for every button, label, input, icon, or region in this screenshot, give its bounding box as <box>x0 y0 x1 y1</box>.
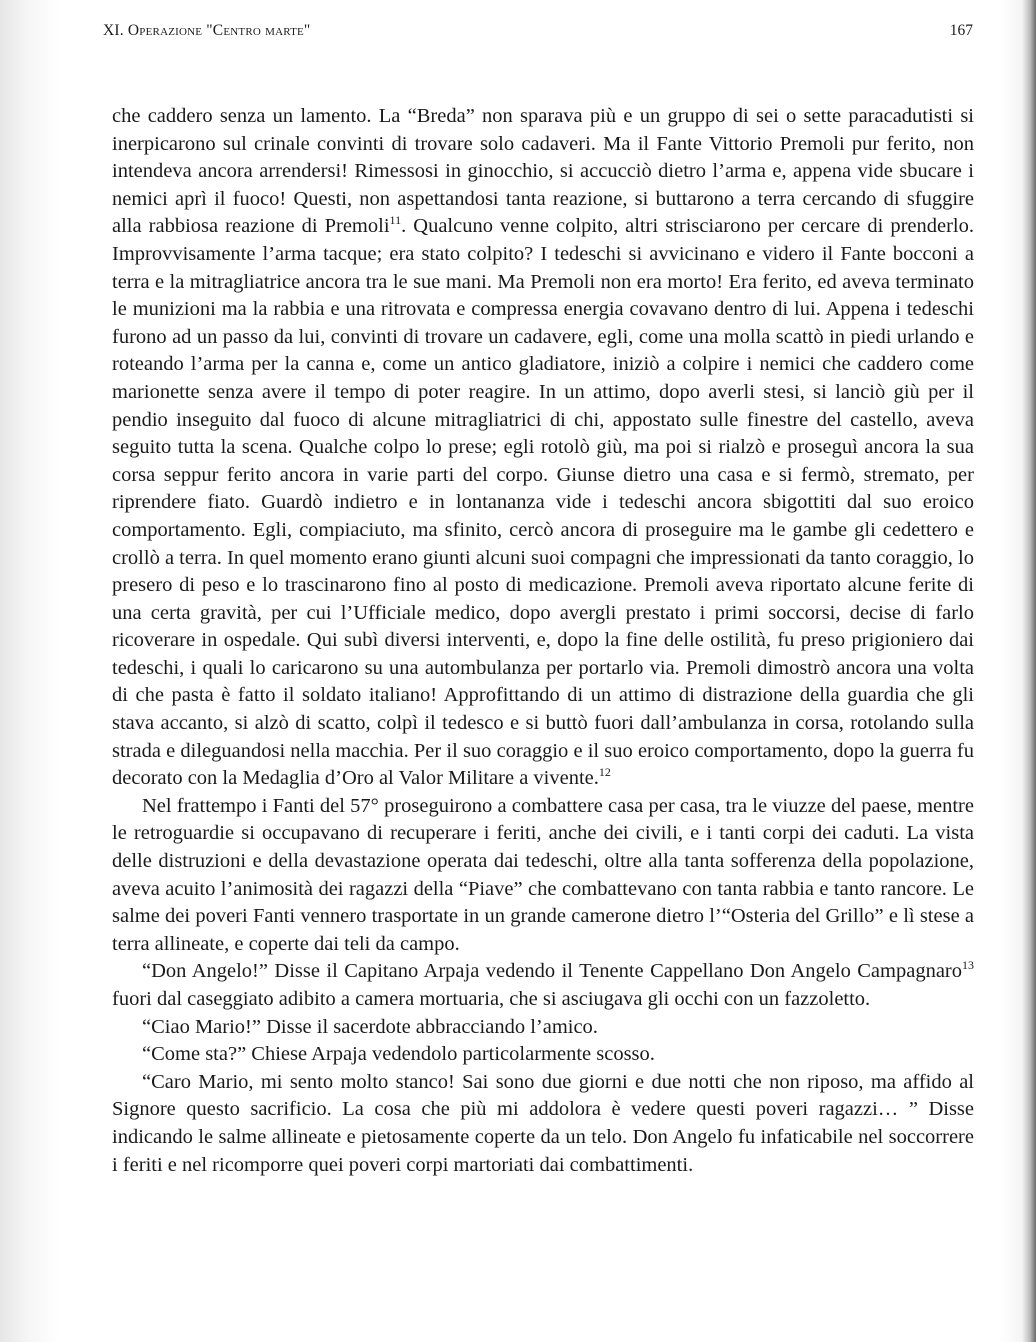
page-number: 167 <box>949 22 973 39</box>
paragraph-ciao-mario: “Ciao Mario!” Disse il sacerdote abbracciando l’amico. <box>142 1015 598 1038</box>
body-text <box>112 103 974 1179</box>
paragraph-text: “Don Angelo!” Disse il Capitano Arpaja vedendo il Tenente Cappellano Don Angelo Campagnaro <box>142 960 962 983</box>
paragraph-premoli <box>112 103 974 793</box>
running-head <box>103 20 973 42</box>
footnote-ref-11: 11 <box>389 213 402 228</box>
paragraph-text: fuori dal caseggiato adibito a camera mortuaria, che si asciugava gli occhi con un fazzoletto. <box>112 988 871 1010</box>
paragraph-don-angelo <box>112 958 974 1013</box>
footnote-ref-13: 13 <box>962 958 974 973</box>
paragraph-caro-mario: “Caro Mario, mi sento molto stanco! Sai sono due giorni e due notti che non riposo, ma affido al Signore questo sacrificio. La cosa che più mi addolora è vedere questi poveri ragazzi… ” Disse indicando le salme allineate e pietosamente coperte da un telo. Don Angelo fu infaticabile nel soccorrere i feriti e nel ricomporre quei poveri corpi martoriati dai combattimenti. <box>112 1070 974 1176</box>
paragraph-come-sta: “Come sta?” Chiese Arpaja vedendolo particolarmente scosso. <box>142 1043 655 1066</box>
paragraph-text: . Qualcuno venne colpito, altri strisciarono per cercare di prenderlo. Improvvisamente l’arma tacque; era stato colpito? I tedeschi si avvicinano e videro il Fante bocconi a terra e la mitragliatrice ancora tra le sue mani. Ma Premoli non era morto! Era ferito, ed aveva terminato le munizioni ma la rabbia e una ritrovata e compressa energia covavano dentro di lui. Appena i tedeschi furono ad un passo da lui, convinti di trovare un cadavere, egli, come una molla scattò in piedi urlando e roteando l’arma per la canna e, come un antico gladiatore, iniziò a colpire i nemici che caddero come marionette senza avere il tempo di poter reagire. In un attimo, dopo averli stesi, si lanciò giù per il pendio inseguito dal fuoco di alcune mitragliatrici di chi, appostato sulle finestre del castello, aveva seguito tutta la scena. Qualche colpo lo prese; egli rotolò giù, ma poi si rialzò e proseguì ancora la sua corsa seppur ferito ancora in varie parti del corpo. Giunse dietro una casa e si fermò, stremato, per riprendere fiato. Guardò indietro e in lontananza vide i tedeschi ancora sbigottiti dal suo eroico comportamento. Egli, compiaciuto, ma sfinito, cercò ancora di proseguire ma le gambe gli cedettero e crollò a terra. In quel momento erano giunti alcuni suoi compagni che impressionati da tanto coraggio, lo presero di peso e lo trascinarono fino al posto di medicazione. Premoli aveva riportato alcune ferite di una certa gravità, per cui l’Ufficiale medico, dopo avergli prestato i primi soccorsi, decise di farlo ricoverare in ospedale. Qui subì diversi interventi, e, dopo la fine delle ostilità, fu preso prigioniero dai tedeschi, i quali lo caricarono su una autombulanza per portarlo via. Premoli dimostrò ancora una volta di che pasta è fatto il soldato italiano! Approfittando di un attimo di distrazione della guardia che gli stava accanto, si alzò di scatto, colpì il tedesco e si buttò fuori dall’ambulanza in corsa, rotolando sulla strada e dileguandosi nella macchia. Per il suo coraggio e il suo eroico comportamento, dopo la guerra fu decorato con la Medaglia d’Oro al Valor Militare a vivente. <box>112 215 974 790</box>
chapter-running-title: XI. Operazione "Centro marte" <box>103 22 311 39</box>
footnote-ref-12: 12 <box>598 765 611 780</box>
paragraph-fanti-57: Nel frattempo i Fanti del 57° proseguirono a combattere casa per casa, tra le viuzze del paese, mentre le retroguardie si occupavano di recuperare i feriti, anche dei civili, e i tanti corpi dei caduti. La vista delle distruzioni e della devastazione operata dai tedeschi, oltre alla tanta sofferenza della popolazione, aveva acuito l’animosità dei ragazzi della “Piave” che combattevano con tanta rabbia e tanto rancore. Le salme dei poveri Fanti vennero trasportate in un grande camerone dietro l’“Osteria del Grillo” e lì stese a terra allineate, e coperte dai teli da campo. <box>112 794 974 955</box>
paragraph-text: che caddero senza un lamento. La “Breda” non sparava più e un gruppo di sei o sette paracadutisti si inerpicarono sul crinale convinti di trovare solo cadaveri. Ma il Fante Vittorio Premoli pur ferito, non intendeva ancora arrendersi! Rimessosi in ginocchio, si accucciò dietro l’arma e, appena vide sbucare i nemici aprì il fuoco! Questi, non aspettandosi tanta reazione, si buttarono a terra cercando di sfuggire alla rabbiosa reazione di Premoli <box>112 105 974 238</box>
